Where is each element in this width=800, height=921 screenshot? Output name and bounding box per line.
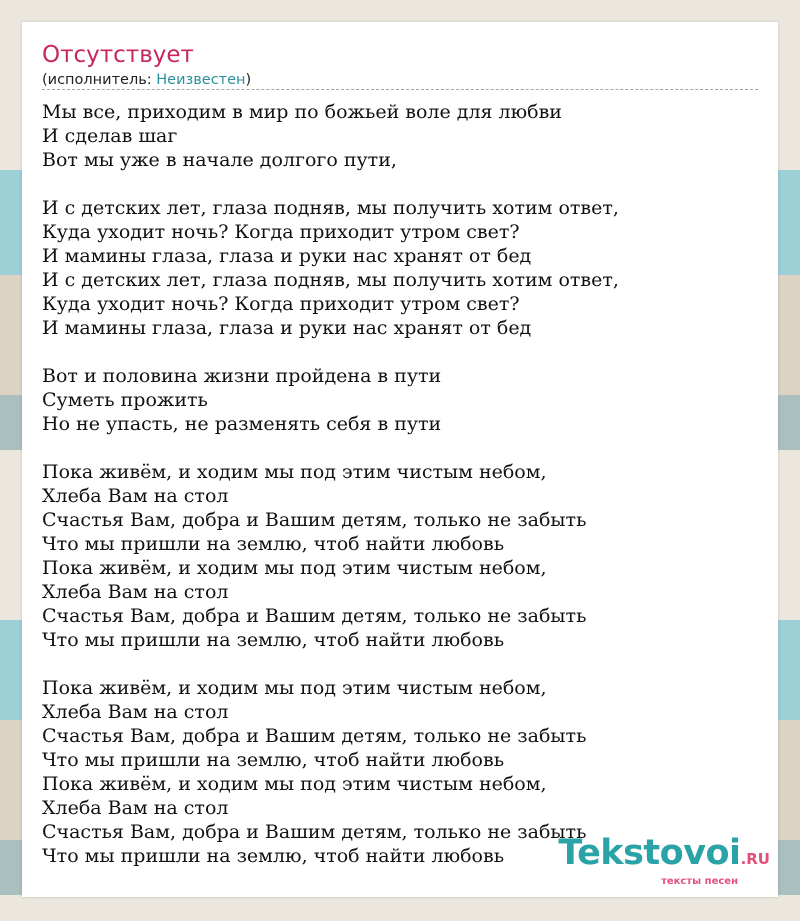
lyrics-line: Пока живём, и ходим мы под этим чистым небом,: [42, 557, 547, 579]
lyrics-line: Счастья Вам, добра и Вашим детям, только не забыть: [42, 821, 587, 843]
lyrics-line: Хлеба Вам на стол: [42, 581, 229, 603]
lyrics-line: Счастья Вам, добра и Вашим детям, только не забыть: [42, 509, 587, 531]
logo-tld: .RU: [740, 850, 770, 868]
lyrics-line: Что мы пришли на землю, чтоб найти любовь: [42, 629, 505, 651]
lyrics-line: Куда уходит ночь? Когда приходит утром свет?: [42, 293, 520, 315]
lyrics-line: И мамины глаза, глаза и руки нас хранят от бед: [42, 317, 532, 339]
lyrics-line: Пока живём, и ходим мы под этим чистым небом,: [42, 461, 547, 483]
lyrics-line: И сделав шаг: [42, 125, 178, 147]
lyrics-line: Пока живём, и ходим мы под этим чистым небом,: [42, 773, 547, 795]
lyrics-line: Вот мы уже в начале долгого пути,: [42, 149, 397, 171]
lyrics-line: Хлеба Вам на стол: [42, 701, 229, 723]
lyrics-line: Что мы пришли на землю, чтоб найти любовь: [42, 749, 505, 771]
lyrics-stanza: [42, 196, 762, 340]
performer-prefix: (исполнитель:: [42, 72, 157, 88]
lyrics-stanza: [42, 364, 762, 436]
performer-line: [42, 71, 251, 89]
lyrics-line: Счастья Вам, добра и Вашим детям, только не забыть: [42, 725, 587, 747]
lyrics-line: Но не упасть, не разменять себя в пути: [42, 413, 442, 435]
lyrics-card: [22, 22, 778, 897]
lyrics-line: Что мы пришли на землю, чтоб найти любовь: [42, 533, 505, 555]
lyrics-line: И мамины глаза, глаза и руки нас хранят от бед: [42, 245, 532, 267]
lyrics-line: Мы все, приходим в мир по божьей воле для любви: [42, 101, 562, 123]
lyrics-line: Вот и половина жизни пройдена в пути: [42, 365, 442, 387]
lyrics-line: Хлеба Вам на стол: [42, 485, 229, 507]
lyrics-text: [42, 100, 762, 892]
lyrics-line: И с детских лет, глаза подняв, мы получить хотим ответ,: [42, 197, 619, 219]
lyrics-stanza: [42, 100, 762, 172]
lyrics-line: Счастья Вам, добра и Вашим детям, только не забыть: [42, 605, 587, 627]
lyrics-line: Хлеба Вам на стол: [42, 797, 229, 819]
lyrics-line: И с детских лет, глаза подняв, мы получить хотим ответ,: [42, 269, 619, 291]
song-title: Отсутствует: [42, 42, 194, 68]
site-logo[interactable]: [558, 835, 770, 887]
lyrics-line: Пока живём, и ходим мы под этим чистым небом,: [42, 677, 547, 699]
lyrics-line: Куда уходит ночь? Когда приходит утром свет?: [42, 221, 520, 243]
stripe-light: [0, 895, 800, 921]
performer-link[interactable]: Неизвестен: [156, 72, 246, 88]
title-divider: [42, 89, 758, 90]
lyrics-stanza: [42, 460, 762, 652]
performer-suffix: ): [245, 72, 252, 88]
logo-tagline: тексты песен: [661, 876, 738, 887]
logo-wordmark: [558, 835, 770, 877]
lyrics-line: Суметь прожить: [42, 389, 208, 411]
lyrics-line: Что мы пришли на землю, чтоб найти любовь: [42, 845, 505, 867]
logo-name: Tekstovoi: [558, 833, 741, 873]
